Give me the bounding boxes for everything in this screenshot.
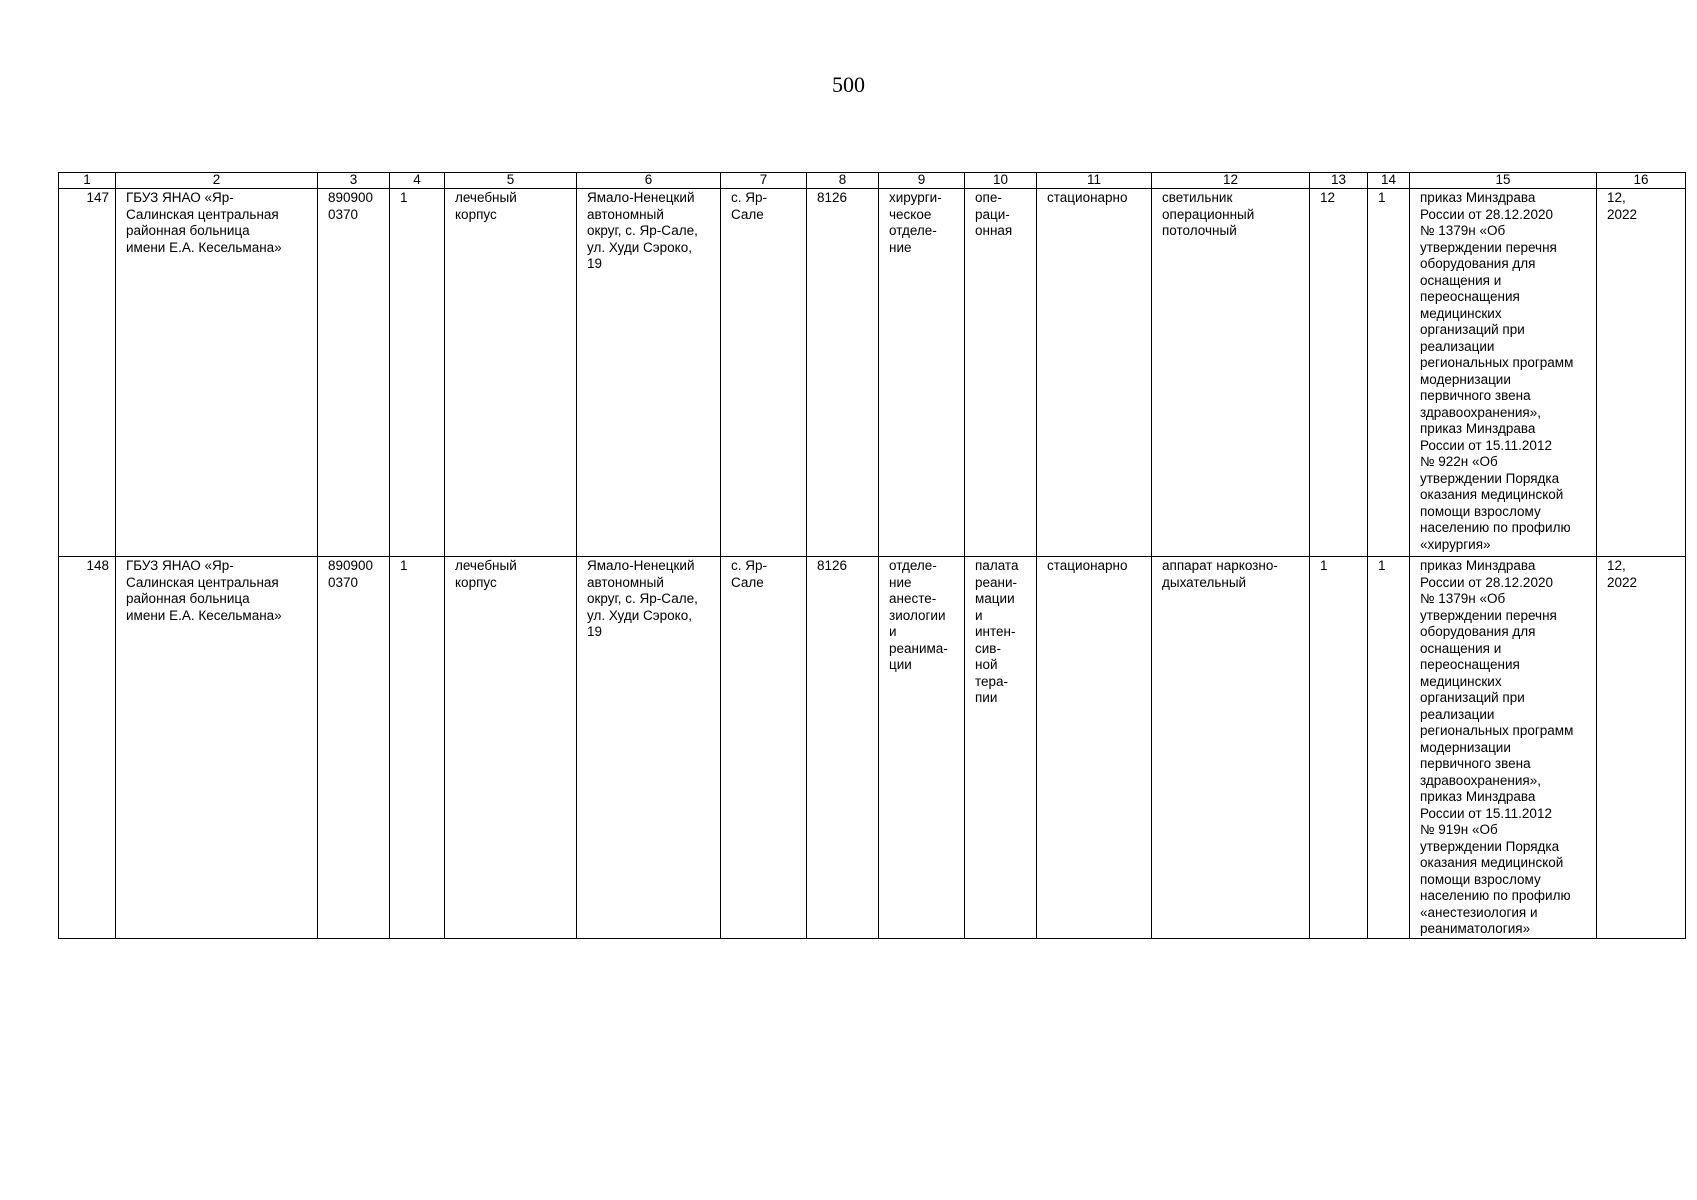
address: Ямало-Ненецкий автономный округ, с. Яр-Сале, ул. Худи Сэроко, 19 (577, 557, 721, 939)
column-number: 3 (318, 173, 390, 189)
room: палата реани- мации и интен- сив- ной тера- пии (965, 557, 1037, 939)
equipment-table (58, 172, 1686, 939)
department: отделе- ние анесте- зиологии и реанима- ции (879, 557, 965, 939)
table-row (59, 189, 1686, 557)
building-count: 1 (390, 189, 445, 557)
equipment-name: аппарат наркозно- дыхательный (1152, 557, 1310, 939)
quantity: 1 (1368, 189, 1410, 557)
settlement: с. Яр- Сале (721, 189, 807, 557)
column-number-row (59, 173, 1686, 189)
column-number: 5 (445, 173, 577, 189)
building-count: 1 (390, 557, 445, 939)
organization-name: ГБУЗ ЯНАО «Яр- Салинская центральная районная больница имени Е.А. Кесельмана» (116, 557, 318, 939)
delivery-period: 12, 2022 (1597, 557, 1686, 939)
quantity: 1 (1368, 557, 1410, 939)
legal-basis: приказ Минздрава России от 28.12.2020 № 1379н «Об утверждении перечня оборудования для оснащения и переоснащения медицинских организаций при реализации региональных программ модернизации первичного звена здравоохранения», приказ Минздрава России от 15.11.2012 № 919н «Об утверждении Порядка оказания медицинской помощи взрослому населению по профилю «анестезиология и реаниматология» (1410, 557, 1597, 939)
column-number: 13 (1310, 173, 1368, 189)
inn-code: 890900 0370 (318, 189, 390, 557)
column-number: 15 (1410, 173, 1597, 189)
row-number: 147 (59, 189, 116, 557)
delivery-period: 12, 2022 (1597, 189, 1686, 557)
address: Ямало-Ненецкий автономный округ, с. Яр-Сале, ул. Худи Сэроко, 19 (577, 189, 721, 557)
quantity-required: 12 (1310, 189, 1368, 557)
column-number: 2 (116, 173, 318, 189)
column-number: 9 (879, 173, 965, 189)
column-number: 12 (1152, 173, 1310, 189)
settlement: с. Яр- Сале (721, 557, 807, 939)
column-number: 14 (1368, 173, 1410, 189)
column-number: 8 (807, 173, 879, 189)
code: 8126 (807, 557, 879, 939)
column-number: 16 (1597, 173, 1686, 189)
column-number: 6 (577, 173, 721, 189)
column-number: 4 (390, 173, 445, 189)
quantity-required: 1 (1310, 557, 1368, 939)
column-number: 7 (721, 173, 807, 189)
room: опе- раци- онная (965, 189, 1037, 557)
building-type: лечебный корпус (445, 189, 577, 557)
table-row (59, 557, 1686, 939)
care-type: стационарно (1037, 189, 1152, 557)
column-number: 11 (1037, 173, 1152, 189)
department: хирурги- ческое отделе- ние (879, 189, 965, 557)
code: 8126 (807, 189, 879, 557)
building-type: лечебный корпус (445, 557, 577, 939)
column-number: 10 (965, 173, 1037, 189)
inn-code: 890900 0370 (318, 557, 390, 939)
row-number: 148 (59, 557, 116, 939)
organization-name: ГБУЗ ЯНАО «Яр- Салинская центральная районная больница имени Е.А. Кесельмана» (116, 189, 318, 557)
page-number: 500 (832, 72, 865, 97)
legal-basis: приказ Минздрава России от 28.12.2020 № 1379н «Об утверждении перечня оборудования для оснащения и переоснащения медицинских организаций при реализации региональных программ модернизации первичного звена здравоохранения», приказ Минздрава России от 15.11.2012 № 922н «Об утверждении Порядка оказания медицинской помощи взрослому населению по профилю «хирургия» (1410, 189, 1597, 557)
equipment-name: светильник операционный потолочный (1152, 189, 1310, 557)
column-number: 1 (59, 173, 116, 189)
care-type: стационарно (1037, 557, 1152, 939)
